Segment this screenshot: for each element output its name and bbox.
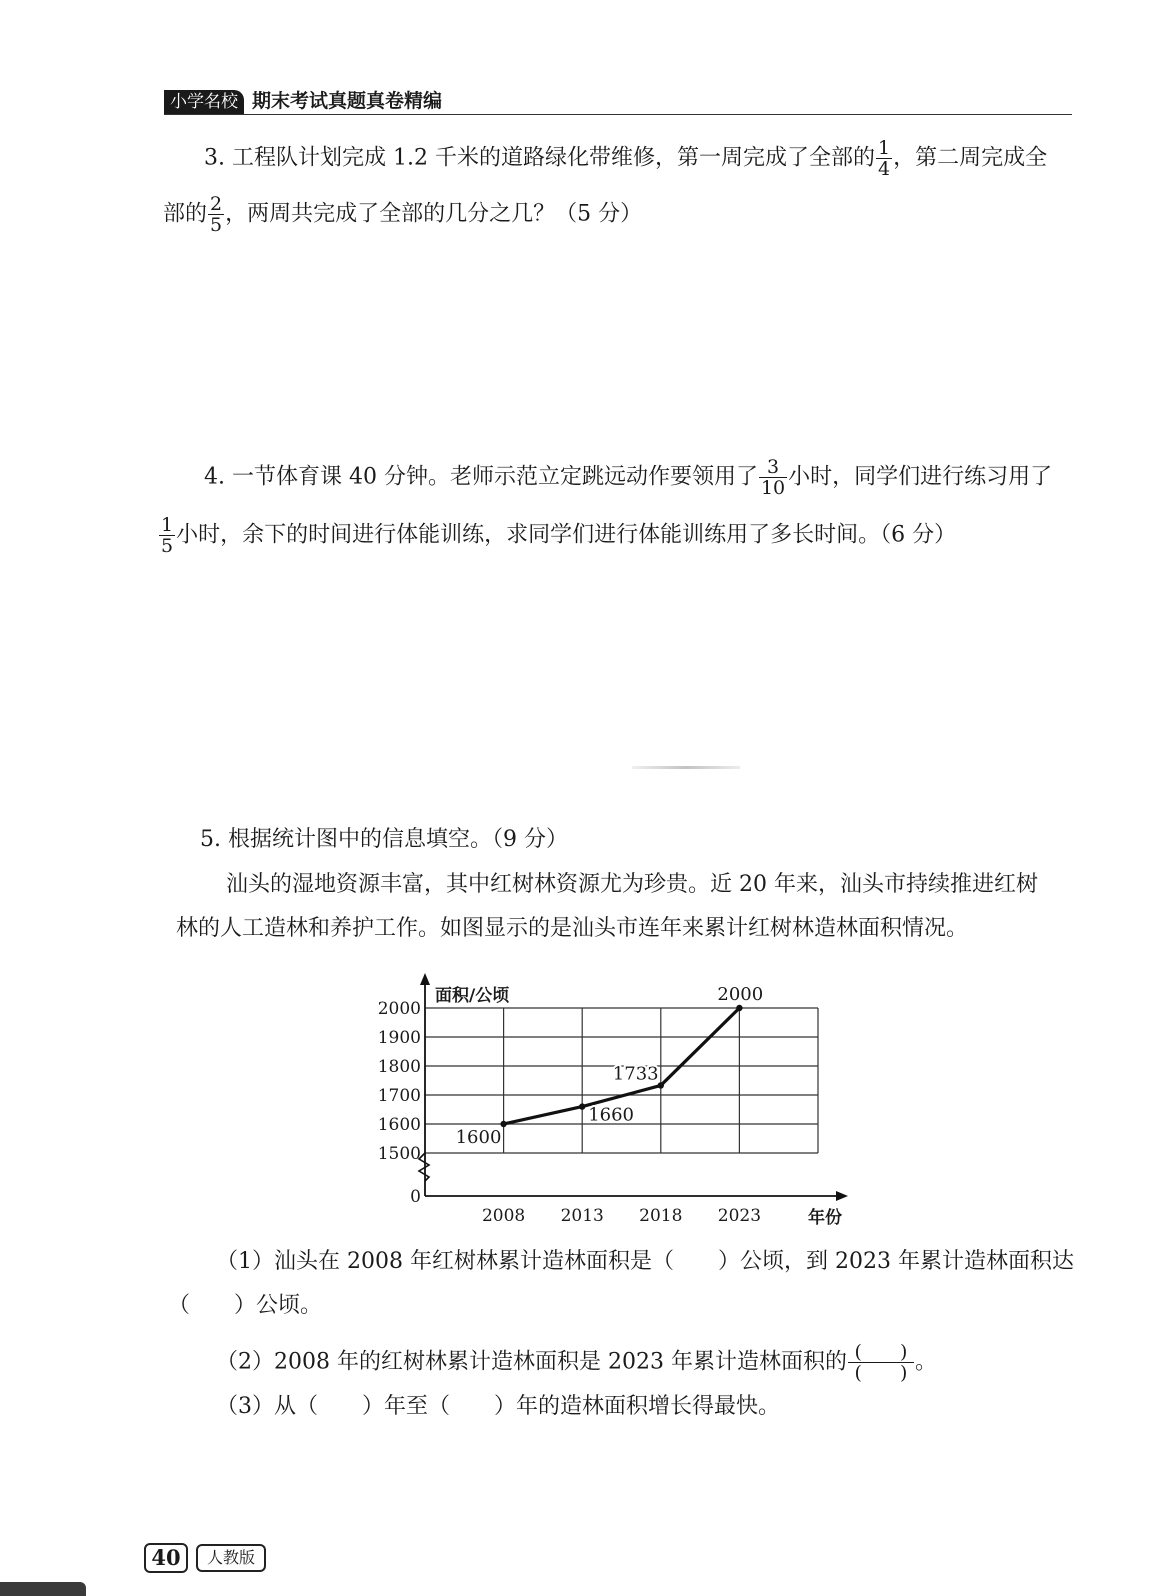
x-tick-label: 2018	[639, 1206, 683, 1226]
q4-text-a: 4. 一节体育课 40 分钟。老师示范立定跳远动作要领用了	[204, 464, 758, 490]
q3-frac2-denominator: 5	[210, 214, 223, 236]
y-tick-label: 2000	[377, 999, 421, 1019]
q4-fraction-2	[159, 515, 175, 556]
q5-paragraph-line2: 林的人工造林和养护工作。如图显示的是汕头市连年来累计红树林造林面积情况。	[176, 916, 969, 941]
data-label: 2000	[717, 984, 764, 1005]
x-axis-arrow	[836, 1191, 848, 1201]
page-number: 40	[144, 1543, 188, 1573]
x-tick-label: 2023	[717, 1206, 762, 1226]
q5-paragraph-line1: 汕头的湿地资源丰富，其中红树林资源尤为珍贵。近 20 年来，汕头市持续推进红树	[226, 872, 1038, 897]
x-tick-label: 2008	[481, 1206, 526, 1226]
q5-sub3: （3）从（ ）年至（ ）年的造林面积增长得最快。	[216, 1394, 780, 1419]
x-tick-label: 2013	[560, 1206, 604, 1226]
q4-text-b: 小时，同学们进行练习用了	[788, 464, 1053, 490]
q3-line1	[204, 138, 1047, 179]
q4-frac1-denominator: 10	[760, 477, 786, 499]
q5-sub2-text-b: 。	[914, 1349, 937, 1375]
x-axis-title: 年份	[808, 1208, 842, 1228]
q4-fraction-1	[759, 457, 787, 498]
y-axis-title: 面积/公顷	[435, 986, 510, 1006]
data-point	[579, 1103, 585, 1109]
q4-line2	[158, 515, 956, 556]
y-axis-arrow	[420, 973, 430, 985]
y-tick-label: 1700	[377, 1086, 421, 1106]
q5-heading: 5. 根据统计图中的信息填空。（9 分）	[200, 827, 568, 852]
book-title: 期末考试真题真卷精编	[252, 90, 443, 112]
corner-tab	[0, 1582, 86, 1596]
q3-text-c: 部的	[163, 201, 208, 227]
q5-sub2-blank-numerator: ( )	[848, 1342, 914, 1363]
y-tick-label: 0	[410, 1187, 421, 1207]
q5-sub2-text-a: （2）2008 年的红树林累计造林面积是 2023 年累计造林面积的	[216, 1349, 847, 1375]
header-divider	[164, 114, 1072, 115]
mangrove-area-line-chart	[360, 965, 880, 1235]
q3-frac1-numerator: 1	[877, 137, 891, 159]
edition-badge: 人教版	[196, 1544, 266, 1572]
q3-frac2-numerator: 2	[210, 193, 223, 215]
q3-text-b: ，第二周完成全	[893, 145, 1048, 171]
data-point	[736, 1005, 742, 1011]
q4-frac2-denominator: 5	[161, 535, 174, 557]
q4-text-c: 小时，余下的时间进行体能训练，求同学们进行体能训练用了多长时间。（6 分）	[176, 522, 957, 548]
q4-frac1-numerator: 3	[759, 457, 787, 478]
series-badge: 小学名校	[164, 90, 244, 114]
q4-frac2-numerator: 1	[161, 514, 174, 536]
data-label: 1733	[612, 1063, 659, 1085]
q3-frac1-denominator: 4	[877, 158, 891, 180]
q3-text-d: ，两周共完成了全部的几分之几？（5 分）	[225, 201, 643, 227]
q5-sub1-line1: （1）汕头在 2008 年红树林累计造林面积是（ ）公顷，到 2023 年累计造林面积达	[216, 1249, 1074, 1274]
q3-text-a: 3. 工程队计划完成 1.2 千米的道路绿化带维修，第一周完成了全部的	[204, 145, 875, 171]
data-label: 1600	[455, 1127, 502, 1148]
data-label: 1660	[588, 1104, 635, 1126]
y-tick-label: 1800	[377, 1057, 421, 1077]
q5-sub2-blank-fraction	[848, 1342, 914, 1383]
q5-sub1-line2: （ ）公顷。	[168, 1293, 323, 1318]
q5-sub2-blank-denominator: ( )	[854, 1362, 908, 1384]
q3-line2	[163, 194, 642, 235]
scan-artifact-line	[632, 766, 740, 769]
chart-labels	[378, 984, 842, 1228]
q3-fraction-1	[876, 138, 892, 179]
chart-axes	[419, 973, 848, 1201]
q3-fraction-2	[208, 194, 224, 235]
y-tick-label: 1900	[377, 1028, 421, 1048]
q5-sub2	[216, 1342, 937, 1383]
y-tick-label: 1600	[377, 1115, 421, 1135]
q4-line1	[204, 457, 1052, 498]
y-tick-label: 1500	[377, 1144, 421, 1164]
